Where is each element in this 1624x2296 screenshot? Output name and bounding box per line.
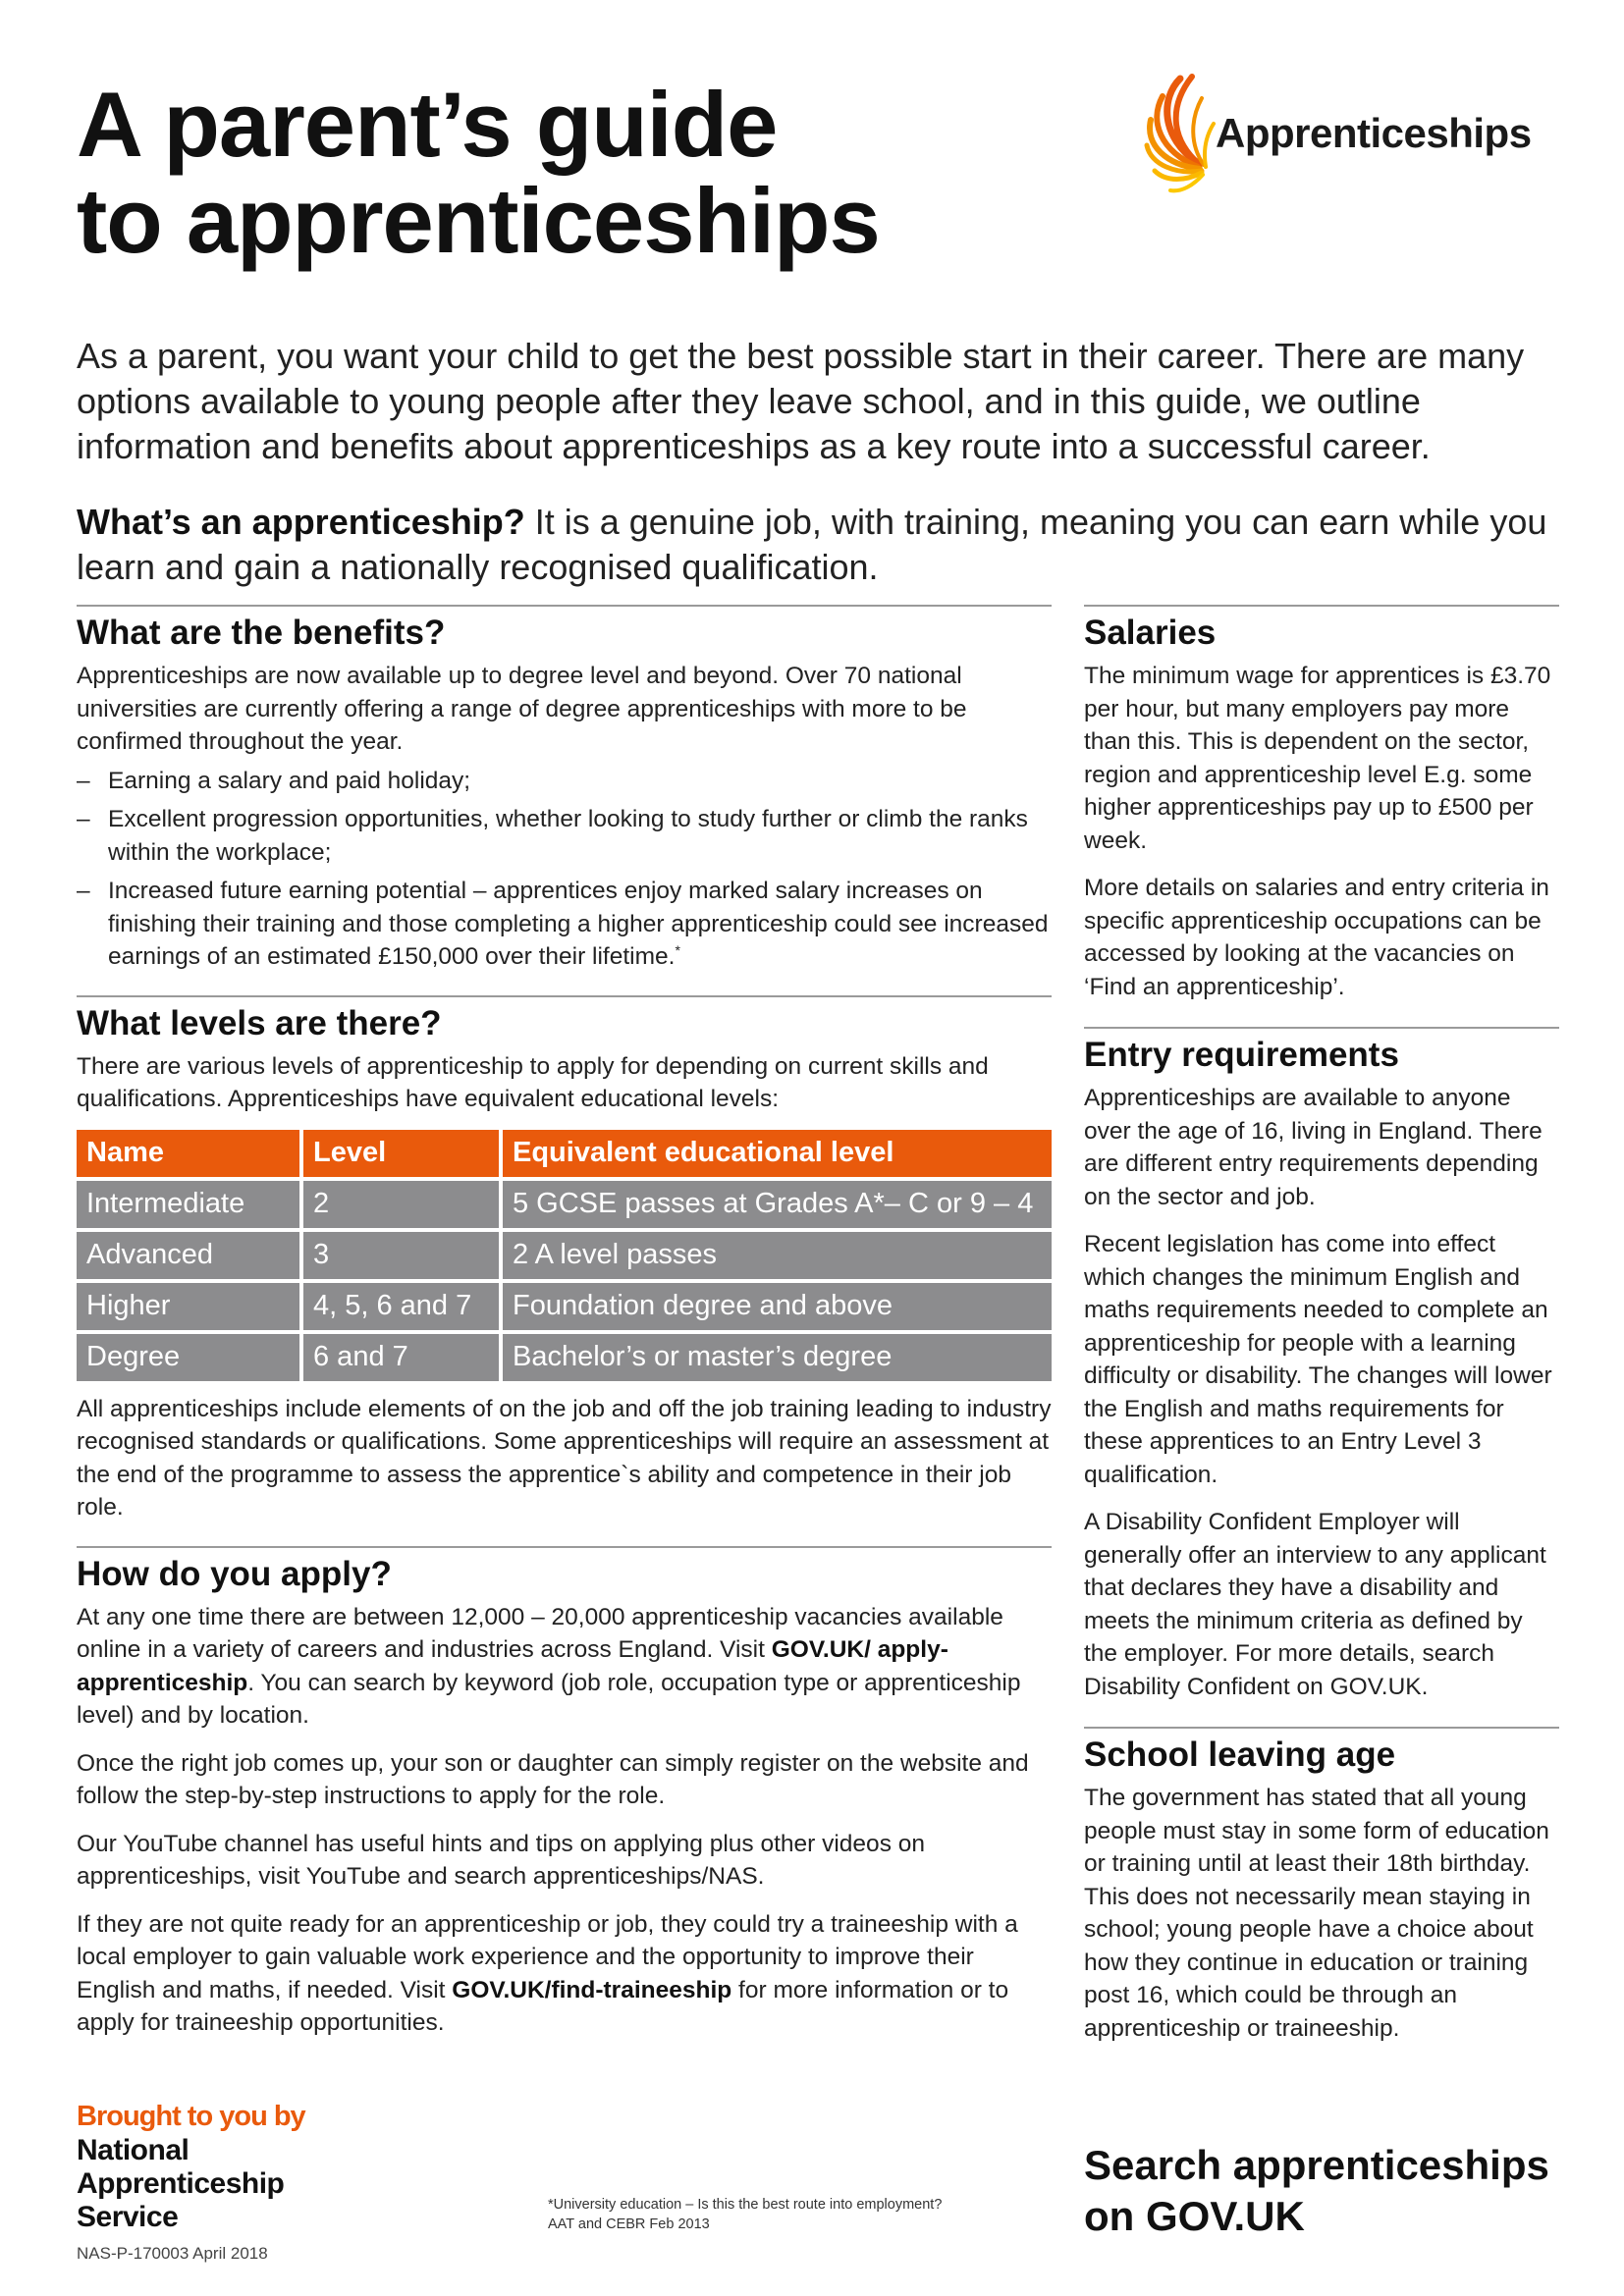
apply-p4-text: If they are not quite ready for an apprenticeship or job, they could try a traineeship with a local employer to gain valuable work experience and the opportunity to improve their English and maths, if needed. Visit xyxy=(77,1910,1018,2003)
table-row xyxy=(77,1181,1052,1228)
col-header-equivalent: Equivalent educational level xyxy=(499,1130,1052,1177)
table-cell: Degree xyxy=(77,1334,299,1381)
apply-p4-text-end: for more information or to apply for traineeship opportunities. xyxy=(77,1976,1009,2036)
table-cell: Bachelor’s or master’s degree xyxy=(499,1334,1052,1381)
search-gov-uk-callout xyxy=(1084,2140,1549,2242)
section-divider xyxy=(77,1546,1052,1548)
document-code: NAS-P-170003 April 2018 xyxy=(77,2244,268,2263)
apply-heading: How do you apply? xyxy=(77,1554,392,1593)
apply-section xyxy=(77,1546,1052,2040)
salaries-section xyxy=(1084,605,1559,1003)
section-divider xyxy=(1084,1027,1559,1029)
school-heading: School leaving age xyxy=(1084,1735,1396,1774)
footnote xyxy=(548,2195,942,2234)
table-row xyxy=(77,1334,1052,1381)
apply-paragraph-1 xyxy=(77,1601,1052,1733)
brought-to-you-by: Brought to you by xyxy=(77,2101,305,2132)
entry-paragraph-1: Apprenticeships are available to anyone over the age of 16, living in England. There are different entry requirements depending on the sector and job. xyxy=(1084,1085,1543,1210)
nas-line-1: National xyxy=(77,2134,189,2166)
levels-outro: All apprenticeships include elements of on the job and off the job training leading to industry recognised standards or qualifications. Some apprenticeships will require an assessment at the end of the programme to assess the apprentice`s ability and competence in their job role. xyxy=(77,1395,1052,1521)
apply-paragraph-2: Once the right job comes up, your son or daughter can simply register on the website and follow the step-by-step instructions to apply for the role. xyxy=(77,1749,1029,1809)
entry-heading: Entry requirements xyxy=(1084,1036,1399,1074)
apply-paragraph-4 xyxy=(77,1908,1052,2040)
benefits-section xyxy=(77,605,1052,974)
apprenticeships-logo xyxy=(1141,69,1563,216)
table-cell: Advanced xyxy=(77,1232,299,1279)
section-divider xyxy=(1084,1727,1559,1729)
apply-p1-text-end: . You can search by keyword (job role, occupation type or apprenticeship level) and by location. xyxy=(77,1669,1021,1729)
salaries-paragraph-1: The minimum wage for apprentices is £3.70 per hour, but many employers pay more than this. This is dependent on the sector, region and apprenticeship level E.g. some higher apprenticeships pay up to £500 per week. xyxy=(1084,663,1551,854)
apprenticeships-swirl-icon xyxy=(1141,69,1219,216)
nas-line-3: Service xyxy=(77,2201,179,2233)
what-is-answer: It is a genuine job, with training, meaning you can earn while you learn and gain a nationally recognised qualification. xyxy=(77,502,1547,587)
benefits-intro: Apprenticeships are now available up to degree level and beyond. Over 70 national universities are currently offering a range of degree apprenticeships with more to be confirmed throughout the year. xyxy=(77,663,967,755)
table-cell: Foundation degree and above xyxy=(499,1283,1052,1330)
apply-apprenticeship-link[interactable]: GOV.UK/ apply-apprenticeship xyxy=(77,1636,948,1696)
table-cell: 3 xyxy=(299,1232,499,1279)
entry-section xyxy=(1084,1027,1559,1703)
col-header-level: Level xyxy=(299,1130,499,1177)
salaries-heading: Salaries xyxy=(1084,614,1217,652)
find-traineeship-link[interactable]: GOV.UK/find-traineeship xyxy=(452,1976,732,2003)
right-column xyxy=(1084,605,1559,2068)
levels-intro: There are various levels of apprenticeship to apply for depending on current skills and qualifications. Apprenticeships have equivalent educational levels: xyxy=(77,1052,989,1112)
benefits-item-1: – Earning a salary and paid holiday; xyxy=(77,765,1052,798)
what-is-question: What’s an apprenticeship? xyxy=(77,502,525,542)
entry-paragraph-2: Recent legislation has come into effect which changes the minimum English and maths requirements needed to complete an apprenticeship for people with a learning difficulty or disability. The changes will lower the English and maths requirements for these apprentices to an Entry Level 3 qualification. xyxy=(1084,1231,1552,1488)
nas-logo-text xyxy=(77,2134,284,2234)
benefits-list xyxy=(77,765,1052,974)
benefits-item-2: – Excellent progression opportunities, whether looking to study further or climb the ranks within the workplace; xyxy=(77,803,1052,869)
salaries-paragraph-2: More details on salaries and entry criteria in specific apprenticeship occupations can be accessed by looking at the vacancies on ‘Find an apprenticeship’. xyxy=(1084,875,1549,1000)
section-divider xyxy=(77,605,1052,607)
benefits-heading: What are the benefits? xyxy=(77,614,446,652)
table-cell: 5 GCSE passes at Grades A*– C or 9 – 4 xyxy=(499,1181,1052,1228)
col-header-name: Name xyxy=(77,1130,299,1177)
what-is-apprenticeship xyxy=(77,500,1569,590)
table-cell: Intermediate xyxy=(77,1181,299,1228)
intro-paragraph: As a parent, you want your child to get the best possible start in their career. There are many options available to young people after they leave school, and in this guide, we outline information and benefits about apprenticeships as a key route into a successful career. xyxy=(77,336,1525,466)
section-divider xyxy=(1084,605,1559,607)
logo-wordmark: Apprenticeships xyxy=(1216,110,1532,156)
table-cell: 2 A level passes xyxy=(499,1232,1052,1279)
section-divider xyxy=(77,995,1052,997)
search-line-1: Search apprenticeships xyxy=(1084,2142,1549,2188)
levels-heading: What levels are there? xyxy=(77,1003,442,1042)
benefits-item-3 xyxy=(77,875,1052,974)
page-title-line-1: A parent’s guide xyxy=(77,73,778,176)
nas-line-2: Apprenticeship xyxy=(77,2167,285,2200)
table-row xyxy=(77,1283,1052,1330)
apply-paragraph-3: Our YouTube channel has useful hints and tips on applying plus other videos on apprenticeships, visit YouTube and search apprenticeships/NAS. xyxy=(77,1830,925,1890)
search-line-2: on GOV.UK xyxy=(1084,2193,1305,2239)
table-cell: 4, 5, 6 and 7 xyxy=(299,1283,499,1330)
page-title xyxy=(77,73,880,272)
school-section xyxy=(1084,1727,1559,2045)
footnote-mark: * xyxy=(675,942,680,958)
levels-table xyxy=(77,1126,1052,1385)
table-cell: 6 and 7 xyxy=(299,1334,499,1381)
table-cell: Higher xyxy=(77,1283,299,1330)
footnote-line-1: *University education – Is this the best route into employment? xyxy=(548,2197,943,2213)
footnote-line-2: AAT and CEBR Feb 2013 xyxy=(548,2216,710,2232)
table-cell: 2 xyxy=(299,1181,499,1228)
apply-p1-text: At any one time there are between 12,000 – 20,000 apprenticeship vacancies available online in a variety of careers and industries across England. Visit xyxy=(77,1603,1003,1663)
entry-paragraph-3: A Disability Confident Employer will generally offer an interview to any applicant that declares they have a disability and meets the minimum criteria as defined by the employer. For more details, search Disability Confident on GOV.UK. xyxy=(1084,1509,1546,1700)
page-title-line-2: to apprenticeships xyxy=(77,169,880,272)
benefits-item-3-text: Increased future earning potential – apprentices enjoy marked salary increases on finishing their training and those completing a higher apprenticeship could see increased earnings of an estimated £150,000 over their lifetime. xyxy=(108,878,1049,970)
levels-section xyxy=(77,995,1052,1524)
levels-table-header-row xyxy=(77,1130,1052,1177)
table-row xyxy=(77,1232,1052,1279)
left-column xyxy=(77,605,1052,2061)
school-paragraph-1: The government has stated that all young people must stay in some form of education or training until at least their 18th birthday. This does not necessarily mean staying in school; young people have a choice about how they continue in education or training post 16, which could be through an apprenticeship or traineeship. xyxy=(1084,1785,1549,2042)
